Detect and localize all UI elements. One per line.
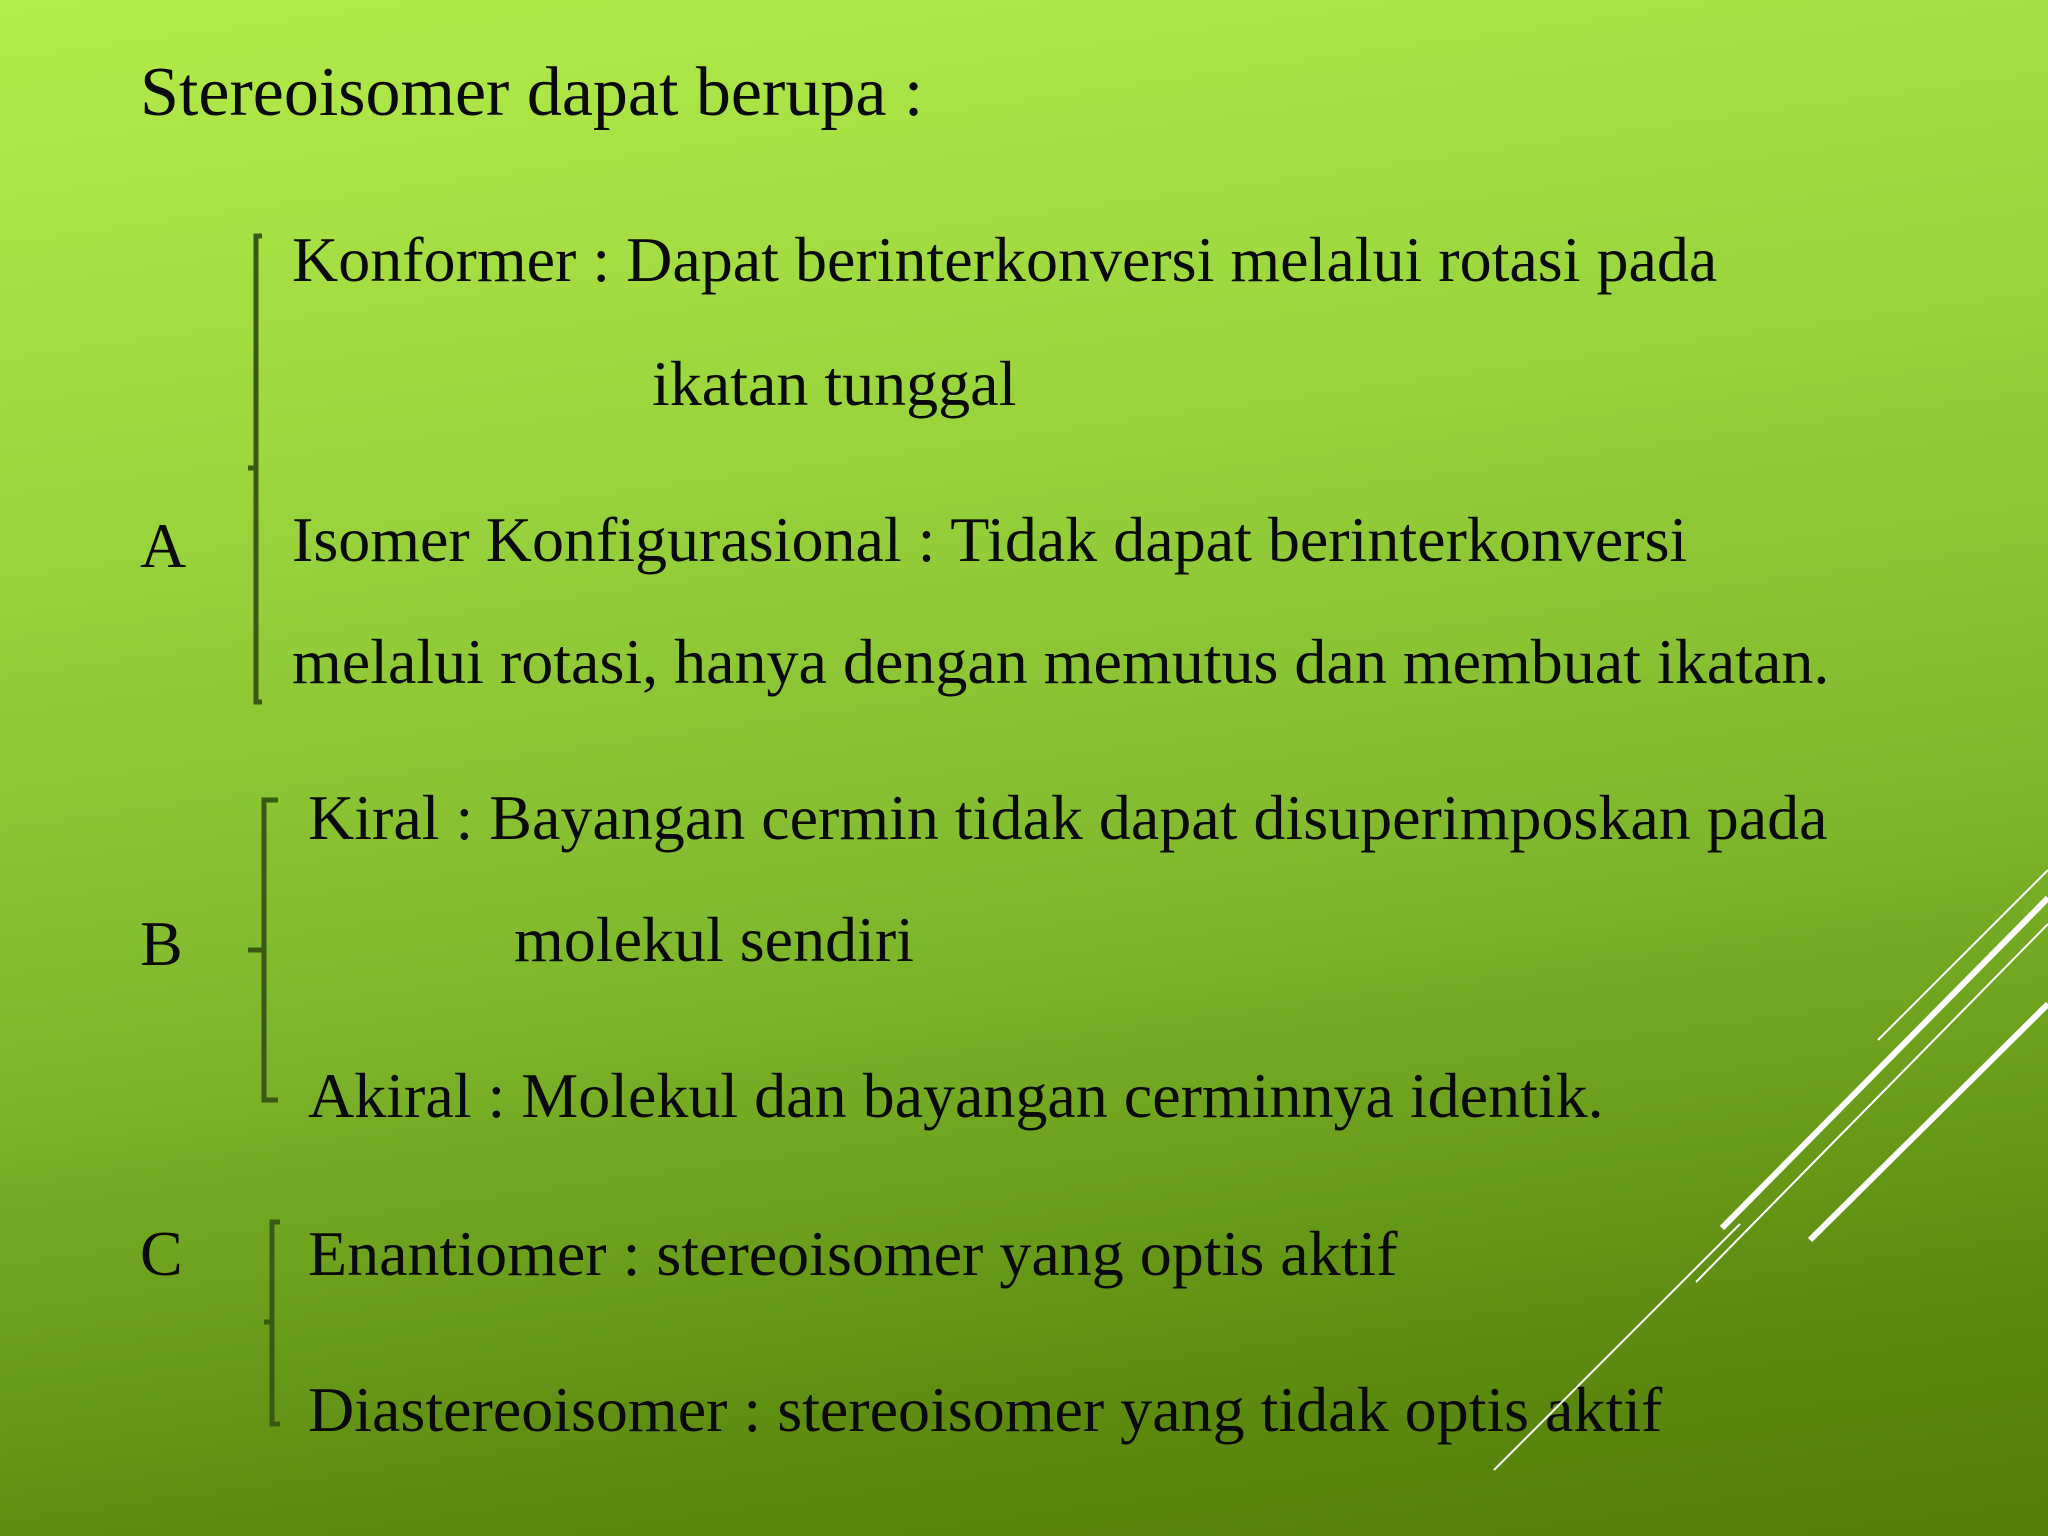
akiral-line-1: Akiral : Molekul dan bayangan cerminnya identik. (308, 1060, 1604, 1131)
kiral-line-2: molekul sendiri (514, 904, 914, 975)
slide-title: Stereoisomer dapat berupa : (140, 54, 924, 131)
isomer-konfigurasional-line-2: melalui rotasi, hanya dengan memutus dan membuat ikatan. (292, 626, 1830, 697)
konformer-line-1: Konformer : Dapat berinterkonversi melalui rotasi pada (292, 224, 1718, 295)
enantiomer-line-1: Enantiomer : stereoisomer yang optis aktif (308, 1218, 1398, 1289)
konformer-line-2: ikatan tunggal (652, 348, 1017, 419)
group-a-label: A (140, 510, 187, 581)
kiral-line-1: Kiral : Bayangan cermin tidak dapat disuperimposkan pada (308, 782, 1828, 853)
group-c-label: C (140, 1218, 183, 1289)
group-b-label: B (140, 908, 183, 979)
diastereoisomer-line-1: Diastereoisomer : stereoisomer yang tidak optis aktif (308, 1374, 1663, 1445)
isomer-konfigurasional-line-1: Isomer Konfigurasional : Tidak dapat berinterkonversi (292, 504, 1688, 575)
